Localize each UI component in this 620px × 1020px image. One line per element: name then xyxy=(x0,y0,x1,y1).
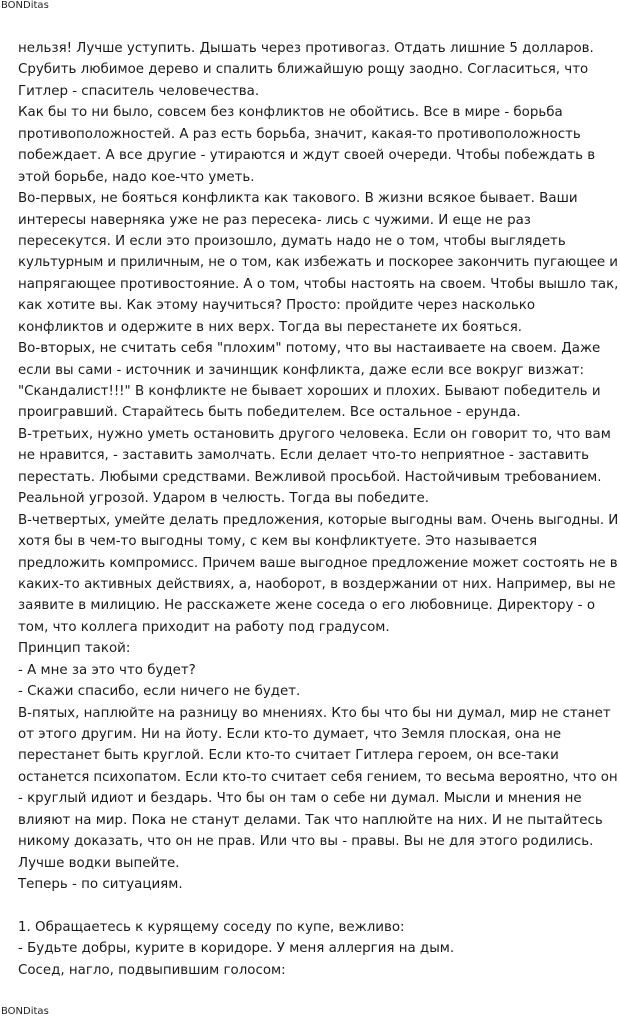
text-line: Во-вторых, не считать себя "плохим" потому, что вы настаиваете на своем. Даже xyxy=(18,341,601,357)
body-text xyxy=(18,38,618,981)
text-line: Лучше водки выпейте. xyxy=(18,855,180,871)
page-footer-source: BONDitas xyxy=(1,1006,49,1017)
text-line: - Будьте добры, курите в коридоре. У меня аллергия на дым. xyxy=(18,941,455,957)
text-line: Во-первых, не бояться конфликта как такового. В жизни всякое бывает. Ваши xyxy=(18,191,578,207)
text-line: заявите в милицию. Не расскажете жене соседа о его любовнице. Директору - о xyxy=(18,598,596,614)
text-line: этой борьбе, надо кое-что уметь. xyxy=(18,169,255,185)
text-line: как хотите вы. Как этому научиться? Просто: пройдите через насколько xyxy=(18,298,536,314)
text-line: Как бы то ни было, совсем без конфликтов не обойтись. Все в мире - борьба xyxy=(18,105,563,121)
text-line: том, что коллега приходит на работу под градусом. xyxy=(18,619,390,635)
text-line: никому доказать, что он не прав. Или что вы - правы. Вы не для этого родились. xyxy=(18,834,594,850)
text-line: "Скандалист!!!" В конфликте не бывает хороших и плохих. Бывают победитель и xyxy=(18,384,601,399)
text-line: предложить компромисс. Причем ваше выгодное предложение может состоять не в xyxy=(18,555,618,571)
page-header-source: BONDitas xyxy=(1,0,49,11)
text-line: влияют на мир. Пока не станут делами. Так что наплюйте на них. И не пытайтесь xyxy=(18,812,603,828)
text-line: перестанет быть круглой. Если кто-то считает Гитлера героем, он все-таки xyxy=(18,748,559,764)
text-line: В-четвертых, умейте делать предложения, которые выгодны вам. Очень выгодны. И xyxy=(18,512,619,528)
text-line xyxy=(18,896,618,917)
text-line: конфликтов и одержите в них верх. Тогда вы перестанете их бояться. xyxy=(18,319,523,335)
text-line: В-третьих, нужно уметь остановить другого человека. Если он говорит то, что вам xyxy=(18,426,611,442)
text-line: Гитлер - спаситель человечества. xyxy=(18,83,260,99)
text-line: каких-то активных действиях, а, наоборот, в воздержании от них. Например, вы не xyxy=(18,576,616,592)
text-line: побеждает. А все другие - утираются и ждут своей очереди. Чтобы побеждать в xyxy=(18,148,596,164)
text-line: нельзя! Лучше уступить. Дышать через противогаз. Отдать лишние 5 долларов. xyxy=(18,41,594,56)
text-line: перестать. Любыми средствами. Вежливой просьбой. Настойчивым требованием. xyxy=(18,469,602,485)
text-line: В-пятых, наплюйте на разницу во мнениях. Кто бы что бы ни думал, мир не станет xyxy=(18,705,611,721)
text-line: если вы сами - источник и зачинщик конфликта, даже если все вокруг визжат: xyxy=(18,362,585,378)
text-line: не нравится, - заставить замолчать. Если делает что-то неприятное - заставить xyxy=(18,448,590,464)
text-line: проигравший. Старайтесь быть победителем. Все остальное - ерунда. xyxy=(18,405,521,421)
text-line: хотя бы в чем-то выгодны тому, с кем вы конфликтуете. Это называется xyxy=(18,534,538,550)
text-line: Сосед, нагло, подвыпившим голосом: xyxy=(18,962,286,978)
text-line: пересекутся. И если это произошло, думать надо не о том, чтобы выглядеть xyxy=(18,233,566,249)
text-line: - Скажи спасибо, если ничего не будет. xyxy=(18,684,301,700)
text-line: интересы наверняка уже не раз пересека- лись с чужими. И еще не раз xyxy=(18,212,531,228)
text-line: культурным и приличным, не о том, как избежать и поскорее закончить пугающее и xyxy=(18,255,618,271)
text-line: останется психопатом. Если кто-то считает себя гением, то весьма вероятно, что он xyxy=(18,769,618,785)
text-line: - А мне за это что будет? xyxy=(18,662,196,678)
text-line: Срубить любимое дерево и спалить ближайшую рощу заодно. Согласиться, что xyxy=(18,62,589,78)
text-line: 1. Обращаетесь к курящему соседу по купе, вежливо: xyxy=(18,919,405,935)
text-line: Реальной угрозой. Ударом в челюсть. Тогда вы победите. xyxy=(18,491,429,507)
text-line: Принцип такой: xyxy=(18,641,131,657)
text-line: противоположностей. А раз есть борьба, значит, какая-то противоположность xyxy=(18,126,581,142)
text-line: - круглый идиот и бездарь. Что бы он там о себе ни думал. Мысли и мнения не xyxy=(18,791,582,807)
text-line: напрягающее противостояние. А о том, чтобы настоять на своем. Чтобы вышло так, xyxy=(18,276,619,292)
text-line: Теперь - по ситуациям. xyxy=(18,877,183,893)
text-line: от этого другим. Ни на йоту. Если кто-то думает, что Земля плоская, она не xyxy=(18,727,562,742)
